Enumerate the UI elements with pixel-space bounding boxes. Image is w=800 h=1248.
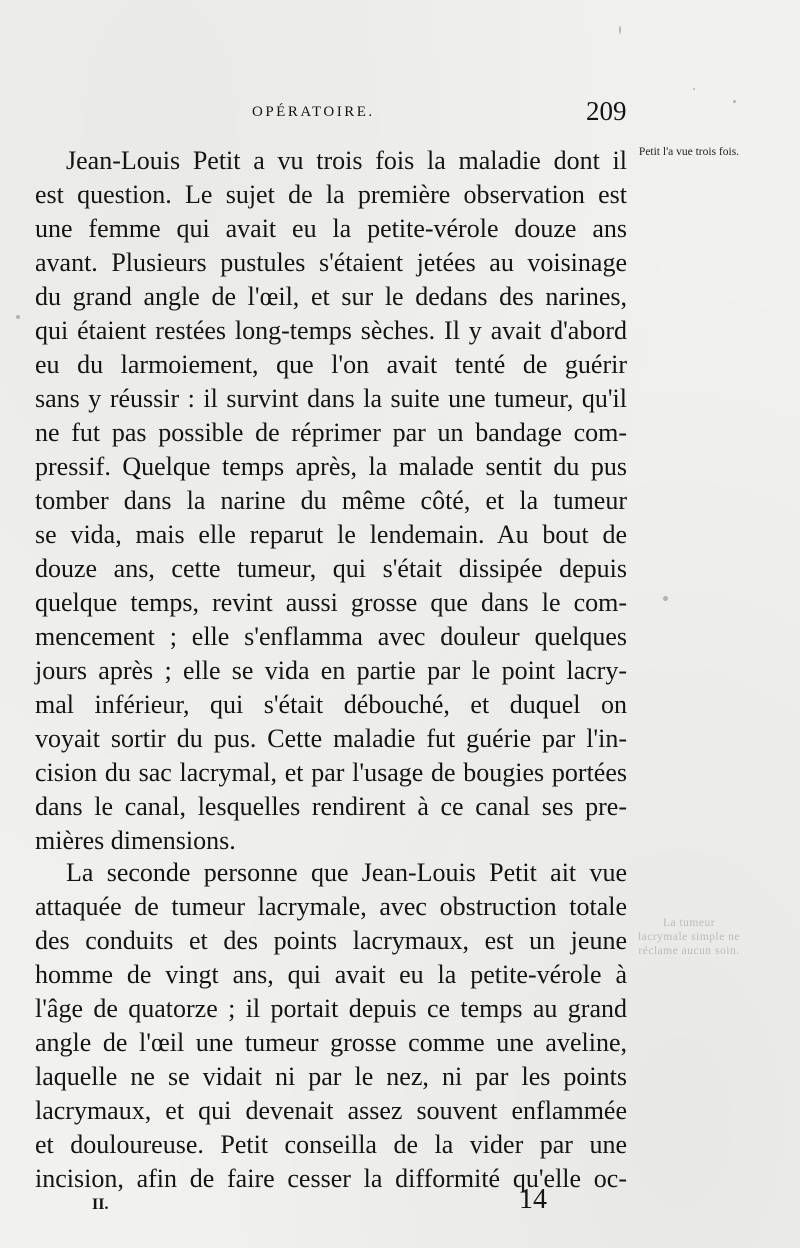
- ink-speck: [663, 596, 668, 601]
- text-line: mières dimensions.: [35, 826, 236, 855]
- running-head: OPÉRATOIRE.: [252, 104, 375, 120]
- text-line: dans le canal, lesquelles rendirent à ce canal ses pre-: [35, 792, 627, 821]
- text-line: une femme qui avait eu la petite-vérole douze ans: [35, 214, 627, 243]
- text-line: homme de vingt ans, qui avait eu la petite-vérole à: [35, 960, 627, 989]
- text-line: est question. Le sujet de la première observation est: [35, 180, 627, 209]
- text-line: mencement ; elle s'enflamma avec douleur quelques: [35, 622, 627, 651]
- text-line: quelque temps, revint aussi grosse que dans le com-: [35, 588, 627, 617]
- text-line: incision, afin de faire cesser la difformité qu'elle oc-: [35, 1164, 627, 1193]
- text-line: se vida, mais elle reparut le lendemain. Au bout de: [35, 520, 627, 549]
- text-line: l'âge de quatorze ; il portait depuis ce temps au grand: [35, 994, 627, 1023]
- ink-speck: [693, 88, 695, 90]
- text-line: qui étaient restées long-temps sèches. Il y avait d'abord: [35, 316, 627, 345]
- ink-speck: [16, 315, 20, 319]
- text-line: attaquée de tumeur lacrymale, avec obstruction totale: [35, 892, 627, 921]
- text-line: Jean-Louis Petit a vu trois fois la maladie dont il: [66, 146, 627, 175]
- text-line: laquelle ne se vidait ni par le nez, ni par les points: [35, 1062, 627, 1091]
- text-line: jours après ; elle se vida en partie par le point lacry-: [35, 656, 627, 685]
- ink-speck: [619, 26, 621, 34]
- text-line: mal inférieur, qui s'était débouché, et duquel on: [35, 690, 627, 719]
- signature-mark: II.: [92, 1196, 109, 1213]
- margin-note-show-through: La tumeur lacrymale simple ne réclame aucun soin.: [637, 917, 741, 957]
- folio-number: 14: [519, 1184, 547, 1215]
- text-line: voyait sortir du pus. Cette maladie fut guérie par l'in-: [35, 724, 627, 753]
- text-line: lacrymaux, et qui devenait assez souvent enflammée: [35, 1096, 627, 1125]
- text-line: La seconde personne que Jean-Louis Petit ait vue: [66, 858, 627, 887]
- text-line: tomber dans la narine du même côté, et la tumeur: [35, 486, 627, 515]
- text-line: eu du larmoiement, que l'on avait tenté de guérir: [35, 350, 627, 379]
- margin-note-observations: Petit l'a vue trois fois.: [638, 146, 740, 158]
- text-line: sans y réussir : il survint dans la suite une tumeur, qu'il: [35, 384, 627, 413]
- text-line: des conduits et des points lacrymaux, est un jeune: [35, 926, 627, 955]
- text-line: du grand angle de l'œil, et sur le dedans des narines,: [35, 282, 627, 311]
- text-line: ne fut pas possible de réprimer par un bandage com-: [35, 418, 627, 447]
- text-line: avant. Plusieurs pustules s'étaient jetées au voisinage: [35, 248, 627, 277]
- text-line: angle de l'œil une tumeur grosse comme une aveline,: [35, 1028, 627, 1057]
- text-line: cision du sac lacrymal, et par l'usage de bougies portées: [35, 758, 627, 787]
- text-line: et douloureuse. Petit conseilla de la vider par une: [35, 1130, 627, 1159]
- text-line: pressif. Quelque temps après, la malade sentit du pus: [35, 452, 627, 481]
- text-line: douze ans, cette tumeur, qui s'était dissipée depuis: [35, 554, 627, 583]
- ink-speck: [733, 100, 736, 103]
- page-number: 209: [586, 96, 627, 126]
